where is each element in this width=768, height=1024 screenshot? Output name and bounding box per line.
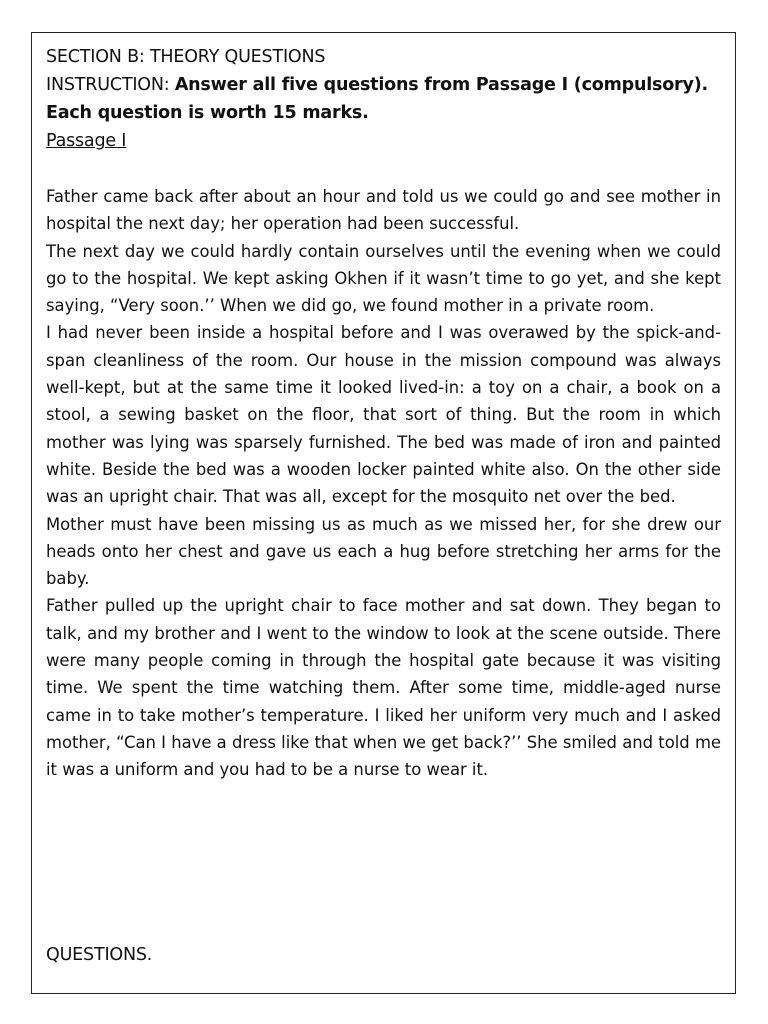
passage-paragraph-2: The next day we could hardly contain ourselves until the evening when we could go to the hospital. We kept asking Okhen if it wasn’t time to go yet, and she kept saying, “Very soon.’’ When we did go, we found mother in a private room. [46,241,721,316]
passage-paragraph-1: Father came back after about an hour and told us we could go and see mother in hospital the next day; her operation had been successful. [46,187,721,234]
questions-heading: QUESTIONS. [46,945,153,965]
instruction-line [46,71,721,99]
passage-paragraph-3: I had never been inside a hospital before and I was overawed by the spick-and-span cleanliness of the room. Our house in the mission compound was always well-kept, but at the same time it looked lived-in: a toy on a chair, a book on a stool, a sewing basket on the floor, that sort of thing. But the room in which mother was lying was sparsely furnished. The bed was made of iron and painted white. Beside the bed was a wooden locker painted white also. On the other side was an upright chair. That was all, except for the mosquito net over the bed. [46,323,721,507]
document-content [46,43,721,784]
instruction-text: Answer all five questions from Passage I (compulsory). [174,75,708,95]
instruction-label: INSTRUCTION: [46,75,170,95]
marks-note: Each question is worth 15 marks. [46,103,369,123]
document-frame [31,32,736,994]
passage-title: Passage I [46,131,127,151]
section-title: SECTION B: THEORY QUESTIONS [46,47,326,67]
passage-paragraph-4: Mother must have been missing us as much as we missed her, for she drew our heads onto her chest and gave us each a hug before stretching her arms for the baby. [46,514,721,589]
passage-paragraph-5: Father pulled up the upright chair to face mother and sat down. They began to talk, and my brother and I went to the window to look at the scene outside. There were many people coming in through the hospital gate because it was visiting time. We spent the time watching them. After some time, middle-aged nurse came in to take mother’s temperature. I liked her uniform very much and I asked mother, “Can I have a dress like that when we get back?’’ She smiled and told me it was a uniform and you had to be a nurse to wear it. [46,596,721,780]
